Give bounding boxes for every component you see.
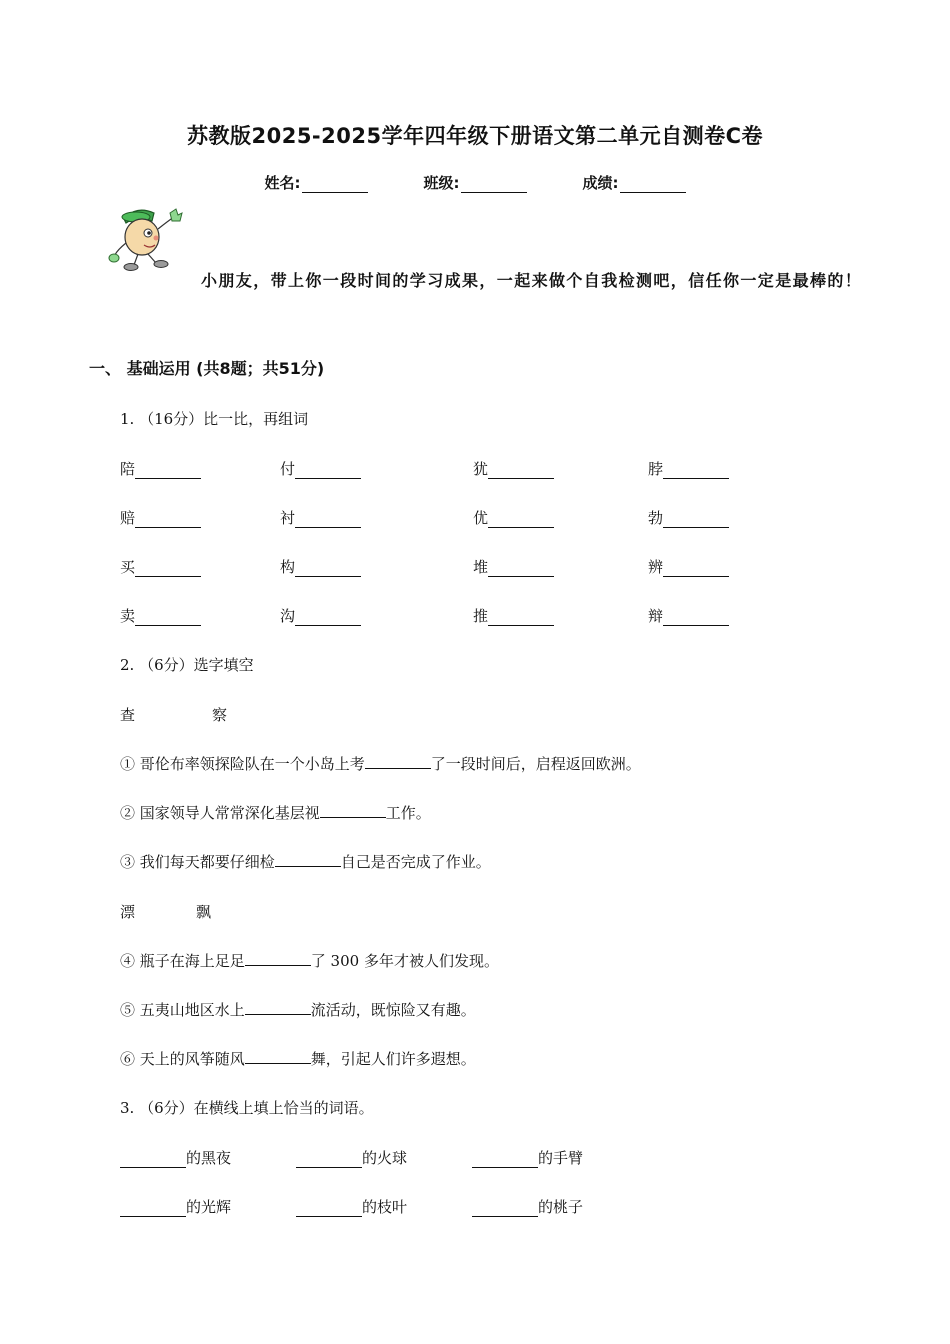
word-group-cell	[473, 507, 554, 528]
class-blank[interactable]	[461, 178, 527, 193]
source-character: 推	[473, 607, 489, 625]
sentence-after-blank: 了 300 多年才被人们发现。	[310, 952, 499, 970]
sentence-after-blank: 了一段时间后，启程返回欧洲。	[430, 755, 641, 773]
answer-blank[interactable]	[663, 610, 729, 626]
word-group-cell	[120, 605, 201, 626]
source-character: 辨	[648, 558, 664, 576]
source-character: 付	[280, 460, 296, 478]
source-character: 沟	[280, 607, 296, 625]
source-character: 衬	[280, 509, 296, 527]
phrase-cell	[120, 1196, 231, 1217]
word-group-cell	[280, 507, 361, 528]
answer-blank[interactable]	[488, 561, 554, 577]
option-char-4: 飘	[196, 903, 212, 921]
option-char-3: 漂	[120, 903, 136, 921]
answer-blank[interactable]	[663, 512, 729, 528]
answer-blank[interactable]	[663, 561, 729, 577]
phrase-cell	[120, 1147, 231, 1168]
score-field[interactable]	[583, 172, 686, 193]
fill-in-sentence	[120, 999, 476, 1020]
class-field[interactable]	[424, 172, 527, 193]
word-group-row	[120, 458, 820, 480]
phrase-text: 的桃子	[538, 1198, 584, 1216]
score-blank[interactable]	[620, 178, 686, 193]
answer-blank[interactable]	[296, 1201, 362, 1217]
word-group-cell	[120, 458, 201, 479]
fill-in-sentence	[120, 753, 641, 774]
sentence-before-blank: ② 国家领导人常常深化基层视	[120, 804, 320, 822]
intro-paragraph: 小朋友，带上你一段时间的学习成果，一起来做个自我检测吧，信任你一定是最棒的！	[201, 271, 863, 290]
answer-blank[interactable]	[320, 802, 386, 818]
question-2-prompt: 2. （6分）选字填空	[120, 656, 254, 674]
sentence-after-blank: 舞，引起人们许多遐想。	[310, 1050, 476, 1068]
answer-blank[interactable]	[472, 1201, 538, 1217]
word-group-cell	[648, 458, 729, 479]
answer-blank[interactable]	[135, 512, 201, 528]
word-group-cell	[648, 556, 729, 577]
answer-blank[interactable]	[663, 463, 729, 479]
name-field[interactable]	[265, 172, 368, 193]
sentence-before-blank: ③ 我们每天都要仔细检	[120, 853, 275, 871]
word-group-cell	[648, 507, 729, 528]
answer-blank[interactable]	[245, 1048, 311, 1064]
phrase-text: 的枝叶	[362, 1198, 408, 1216]
word-group-cell	[280, 556, 361, 577]
student-info-row	[0, 172, 950, 193]
answer-blank[interactable]	[120, 1201, 186, 1217]
phrase-text: 的手臂	[538, 1149, 584, 1167]
phrase-row	[120, 1196, 820, 1218]
sentence-before-blank: ④ 瓶子在海上足足	[120, 952, 245, 970]
phrase-cell	[472, 1196, 583, 1217]
answer-blank[interactable]	[295, 610, 361, 626]
answer-blank[interactable]	[472, 1152, 538, 1168]
source-character: 堆	[473, 558, 489, 576]
source-character: 优	[473, 509, 489, 527]
option-char-1: 查	[120, 706, 136, 724]
question-3-prompt: 3. （6分）在横线上填上恰当的词语。	[120, 1099, 374, 1117]
class-label: 班级:	[423, 174, 460, 192]
source-character: 赔	[120, 509, 136, 527]
answer-blank[interactable]	[245, 950, 311, 966]
source-character: 构	[280, 558, 296, 576]
answer-blank[interactable]	[135, 463, 201, 479]
page-title: 苏教版2025-2025学年四年级下册语文第二单元自测卷C卷	[186, 124, 764, 148]
sentence-after-blank: 工作。	[385, 804, 431, 822]
phrase-row	[120, 1147, 820, 1169]
answer-blank[interactable]	[135, 610, 201, 626]
name-label: 姓名:	[264, 174, 301, 192]
answer-blank[interactable]	[488, 512, 554, 528]
fill-in-sentence	[120, 1048, 476, 1069]
fill-in-sentence	[120, 851, 491, 872]
score-label: 成绩:	[582, 174, 619, 192]
answer-blank[interactable]	[275, 851, 341, 867]
source-character: 勃	[648, 509, 664, 527]
phrase-text: 的光辉	[186, 1198, 232, 1216]
option-char-2: 察	[212, 706, 228, 724]
question-1-prompt: 1. （16分）比一比，再组词	[120, 410, 309, 428]
fill-in-sentence	[120, 950, 499, 971]
section-1-heading: 一、 基础运用 (共8题；共51分)	[89, 359, 325, 378]
fill-in-sentence	[120, 802, 431, 823]
word-group-cell	[120, 556, 201, 577]
word-group-cell	[473, 556, 554, 577]
word-group-cell	[120, 507, 201, 528]
phrase-cell	[296, 1147, 407, 1168]
word-group-row	[120, 605, 820, 627]
sentence-after-blank: 流活动，既惊险又有趣。	[310, 1001, 476, 1019]
phrase-text: 的黑夜	[186, 1149, 232, 1167]
answer-blank[interactable]	[295, 463, 361, 479]
source-character: 买	[120, 558, 136, 576]
answer-blank[interactable]	[365, 753, 431, 769]
sentence-before-blank: ① 哥伦布率领探险队在一个小岛上考	[120, 755, 365, 773]
answer-blank[interactable]	[488, 463, 554, 479]
source-character: 辩	[648, 607, 664, 625]
source-character: 陪	[120, 460, 136, 478]
word-group-cell	[280, 458, 361, 479]
source-character: 脖	[648, 460, 664, 478]
answer-blank[interactable]	[120, 1152, 186, 1168]
source-character: 卖	[120, 607, 136, 625]
answer-blank[interactable]	[295, 512, 361, 528]
answer-blank[interactable]	[135, 561, 201, 577]
phrase-cell	[296, 1196, 407, 1217]
answer-blank[interactable]	[296, 1152, 362, 1168]
answer-blank[interactable]	[488, 610, 554, 626]
word-group-row	[120, 556, 820, 578]
word-group-cell	[648, 605, 729, 626]
name-blank[interactable]	[302, 178, 368, 193]
answer-blank[interactable]	[295, 561, 361, 577]
sentence-before-blank: ⑤ 五夷山地区水上	[120, 1001, 245, 1019]
word-group-row	[120, 507, 820, 529]
phrase-cell	[472, 1147, 583, 1168]
word-group-cell	[473, 605, 554, 626]
phrase-text: 的火球	[362, 1149, 408, 1167]
sentence-before-blank: ⑥ 天上的风筝随风	[120, 1050, 245, 1068]
source-character: 犹	[473, 460, 489, 478]
answer-blank[interactable]	[245, 999, 311, 1015]
word-group-cell	[280, 605, 361, 626]
word-group-cell	[473, 458, 554, 479]
sentence-after-blank: 自己是否完成了作业。	[340, 853, 491, 871]
